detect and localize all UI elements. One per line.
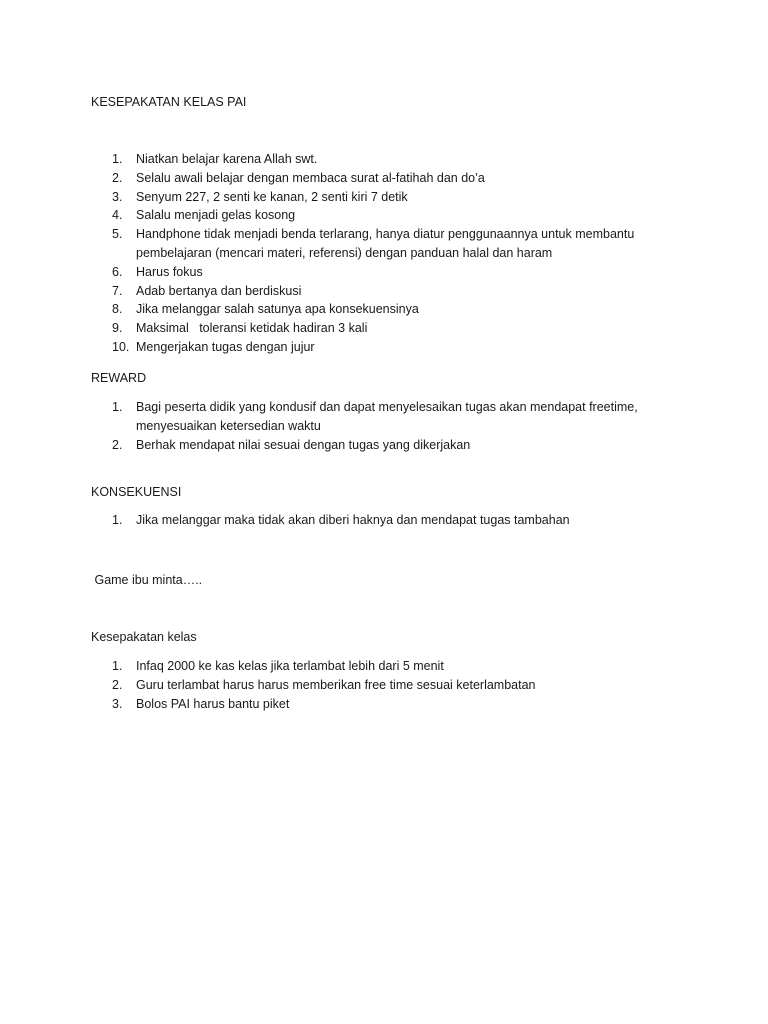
item-text: Berhak mendapat nilai sesuai dengan tugas yang dikerjakan [136,437,471,452]
item-text: Bagi peserta didik yang kondusif dan dapat menyelesaikan tugas akan mendapat freetime, menyesuaikan ketersedian waktu [136,400,638,433]
list-item [0,436,700,455]
list-item [0,398,700,436]
item-text: Jika melanggar salah satunya apa konsekuensinya [136,302,419,317]
list-item [0,282,700,301]
list-item [0,676,700,695]
item-text: Mengerjakan tugas dengan jujur [136,339,315,354]
item-text: Infaq 2000 ke kas kelas jika terlambat lebih dari 5 menit [136,659,444,673]
item-number: 10. [112,339,130,354]
item-text: Bolos PAI harus bantu piket [136,696,290,711]
item-text: Niatkan belajar karena Allah swt. [136,152,318,166]
item-number: 3. [112,189,123,204]
konsekuensi-list [0,511,700,530]
item-number: 2. [112,170,123,185]
item-number: 1. [112,659,123,673]
game-line: Game ibu minta….. [91,573,203,587]
kesepakatan-list [0,657,700,713]
item-number: 8. [112,302,123,317]
list-item [0,150,700,169]
item-text: Handphone tidak menjadi benda terlarang, hanya diatur penggunaannya untuk membantu pembelajaran (mencari materi, referensi) dengan panduan halal dan haram [136,227,635,260]
item-text: Senyum 227, 2 senti ke kanan, 2 senti kiri 7 detik [136,189,408,204]
item-number: 7. [112,283,123,298]
item-text: Guru terlambat harus harus memberikan free time sesuai keterlambatan [136,677,536,692]
document-title: KESEPAKATAN KELAS PAI [91,95,247,109]
item-text: Maksimal toleransi ketidak hadiran 3 kali [136,321,368,336]
list-item [0,169,700,188]
item-number: 1. [112,152,123,166]
konsekuensi-heading: KONSEKUENSI [91,485,182,499]
item-number: 6. [112,264,123,279]
list-item [0,319,700,338]
item-text: Adab bertanya dan berdiskusi [136,283,302,298]
kesepakatan-heading: Kesepakatan kelas [91,630,197,644]
list-item [0,511,700,530]
item-number: 1. [112,513,123,527]
item-number: 2. [112,437,123,452]
list-item [0,206,700,225]
list-item [0,657,700,676]
item-number: 3. [112,696,123,711]
item-number: 4. [112,208,123,223]
item-number: 5. [112,227,123,242]
list-item [0,300,700,319]
reward-list [0,398,700,454]
list-item [0,695,700,714]
item-text: Jika melanggar maka tidak akan diberi haknya dan mendapat tugas tambahan [136,513,570,527]
list-item [0,188,700,207]
reward-heading: REWARD [91,371,147,385]
item-number: 2. [112,677,123,692]
rules-list [0,150,700,357]
list-item [0,263,700,282]
item-number: 1. [112,400,123,414]
item-number: 9. [112,321,123,336]
item-text: Harus fokus [136,264,203,279]
list-item [0,225,700,263]
item-text: Selalu awali belajar dengan membaca surat al-fatihah dan do’a [136,170,485,185]
item-text: Salalu menjadi gelas kosong [136,208,296,223]
list-item [0,338,700,357]
